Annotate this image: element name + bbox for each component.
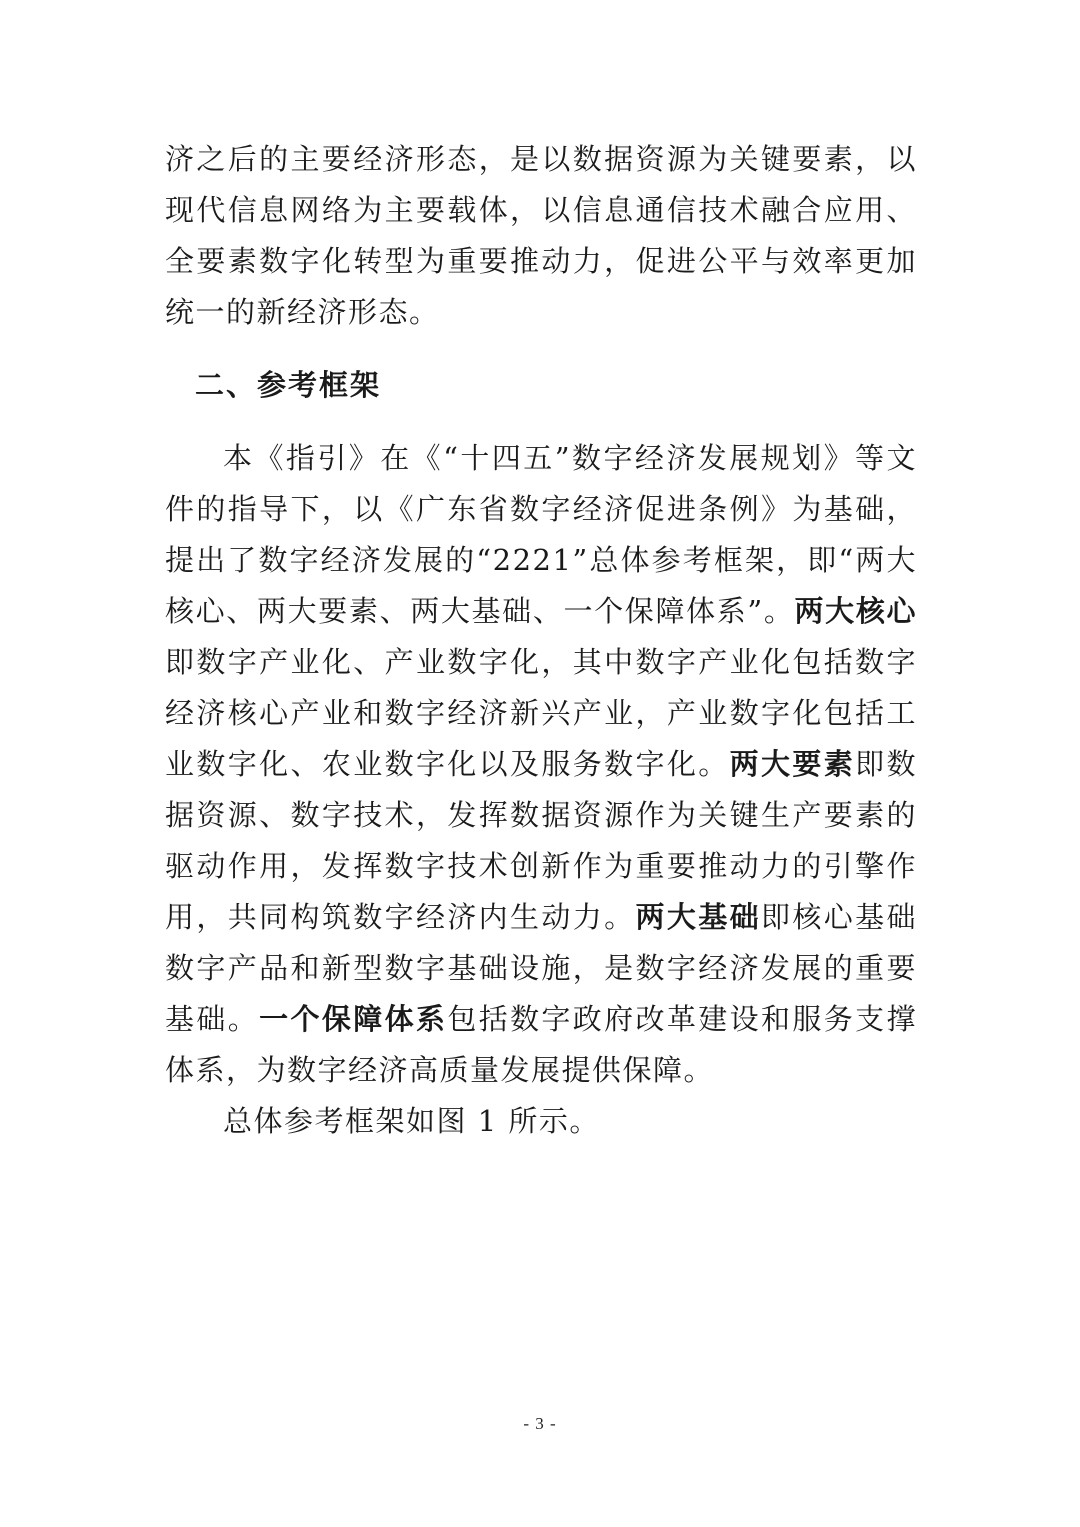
framework-text-4: 即核心基础数字产品和新型数字基础设施，是数字经济发展的重要基础。 [165, 900, 917, 1036]
bold-term-two-cores: 两大核心 [794, 594, 917, 628]
bold-term-two-elements: 两大要素 [729, 747, 856, 781]
bold-term-guarantee-system: 一个保障体系 [259, 1002, 448, 1036]
bold-term-two-foundations: 两大基础 [635, 900, 761, 934]
framework-text-3: 即数据资源、数字技术，发挥数据资源作为关键生产要素的驱动作用，发挥数字技术创新作为重要推动力的引擎作用，共同构筑数字经济内生动力。 [165, 747, 917, 934]
framework-text-5: 包括数字政府改革建设和服务支撑体系，为数字经济高质量发展提供保障。 [165, 1002, 917, 1087]
framework-text-2: 即数字产业化、产业数字化，其中数字产业化包括数字经济核心产业和数字经济新兴产业，产业数字化包括工业数字化、农业数字化以及服务数字化。 [165, 645, 917, 781]
section-heading: 二、参考框架 [195, 368, 382, 402]
framework-text-1: 本《指引》在《“十四五”数字经济发展规划》等文件的指导下，以《广东省数字经济促进条例》为基础，提出了数字经济发展的“2221”总体参考框架，即“两大核心、两大要素、两大基础、一个保障体系”。 [165, 441, 917, 628]
page-number: - 3 - [523, 1414, 557, 1433]
figure-reference-paragraph: 总体参考框架如图 1 所示。 [223, 1104, 600, 1138]
framework-paragraph [165, 433, 917, 1096]
page-body [165, 134, 917, 1147]
continuation-paragraph: 济之后的主要经济形态，是以数据资源为关键要素，以现代信息网络为主要载体，以信息通信技术融合应用、全要素数字化转型为重要推动力，促进公平与效率更加统一的新经济形态。 [165, 142, 917, 329]
